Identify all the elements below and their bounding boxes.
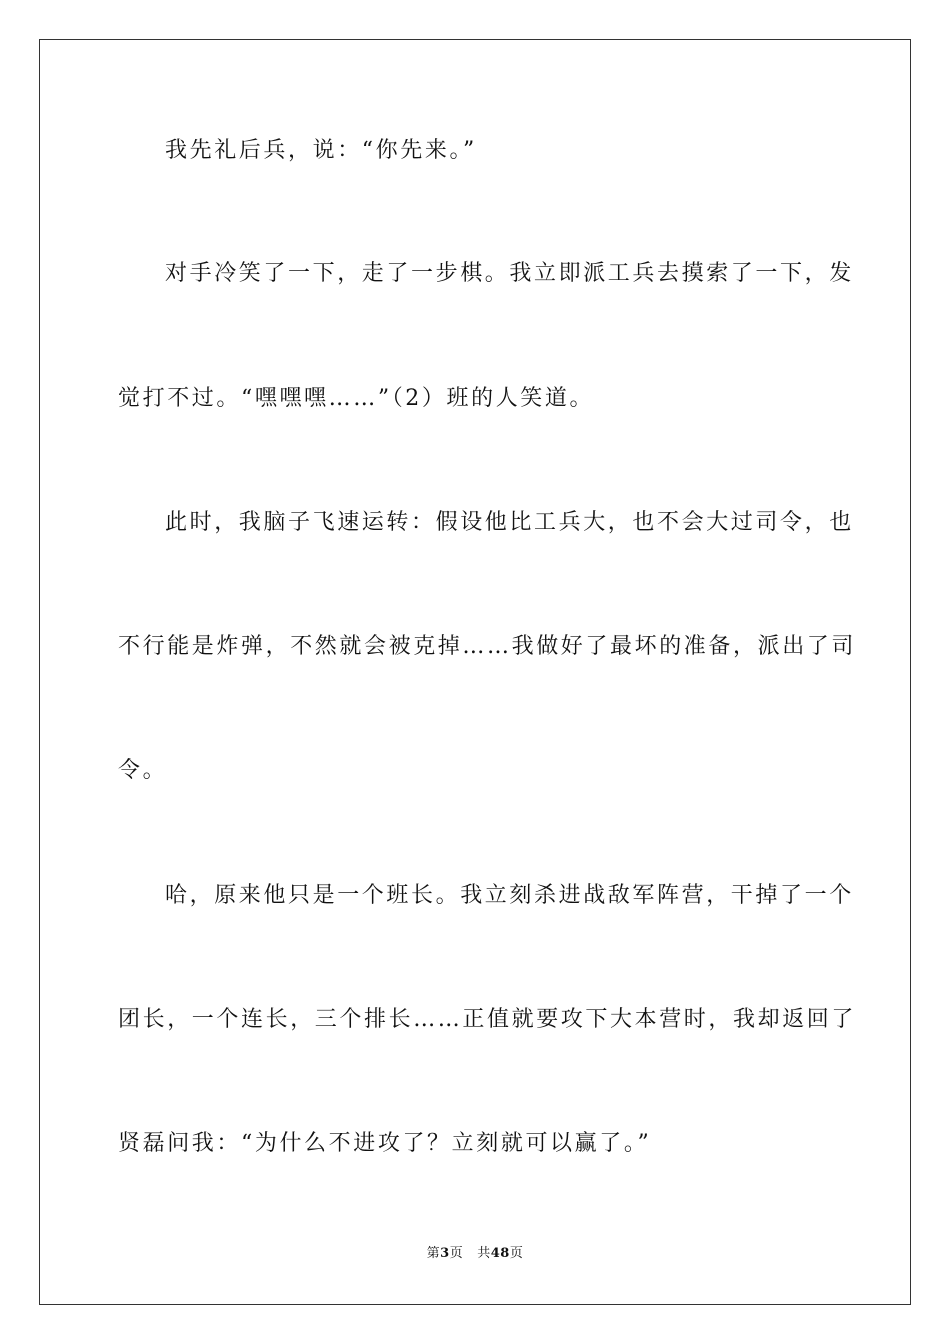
paragraph-line-9: 贤磊问我：“为什么不进攻了？立刻就可以赢了。” (118, 1131, 652, 1156)
total-pages: 48 (490, 1246, 510, 1261)
paragraph-line-3: 觉打不过。“嘿嘿嘿……”（2）班的人笑道。 (118, 386, 595, 411)
page-footer (0, 1245, 950, 1263)
paragraph-line-4: 此时，我脑子飞速运转：假设他比工兵大，也不会大过司令，也 (165, 510, 854, 535)
total-prefix: 共 (477, 1246, 491, 1261)
paragraph-line-5: 不行能是炸弹，不然就会被克掉……我做好了最坏的准备，派出了司 (118, 634, 857, 659)
paragraph-line-6: 令。 (118, 758, 168, 783)
paragraph-line-1: 我先礼后兵，说：“你先来。” (165, 138, 477, 163)
page-number: 3 (440, 1246, 450, 1261)
page-border (39, 39, 911, 1305)
page-prefix: 第 (426, 1246, 441, 1261)
paragraph-line-2: 对手冷笑了一下，走了一步棋。我立即派工兵去摸索了一下，发 (165, 261, 854, 286)
paragraph-line-7: 哈，原来他只是一个班长。我立刻杀进战敌军阵营，干掉了一个 (165, 883, 854, 908)
total-suffix: 页 (509, 1246, 524, 1261)
paragraph-line-8: 团长，一个连长，三个排长……正值就要攻下大本营时，我却返回了 (118, 1007, 857, 1032)
page-suffix: 页 (449, 1246, 464, 1261)
